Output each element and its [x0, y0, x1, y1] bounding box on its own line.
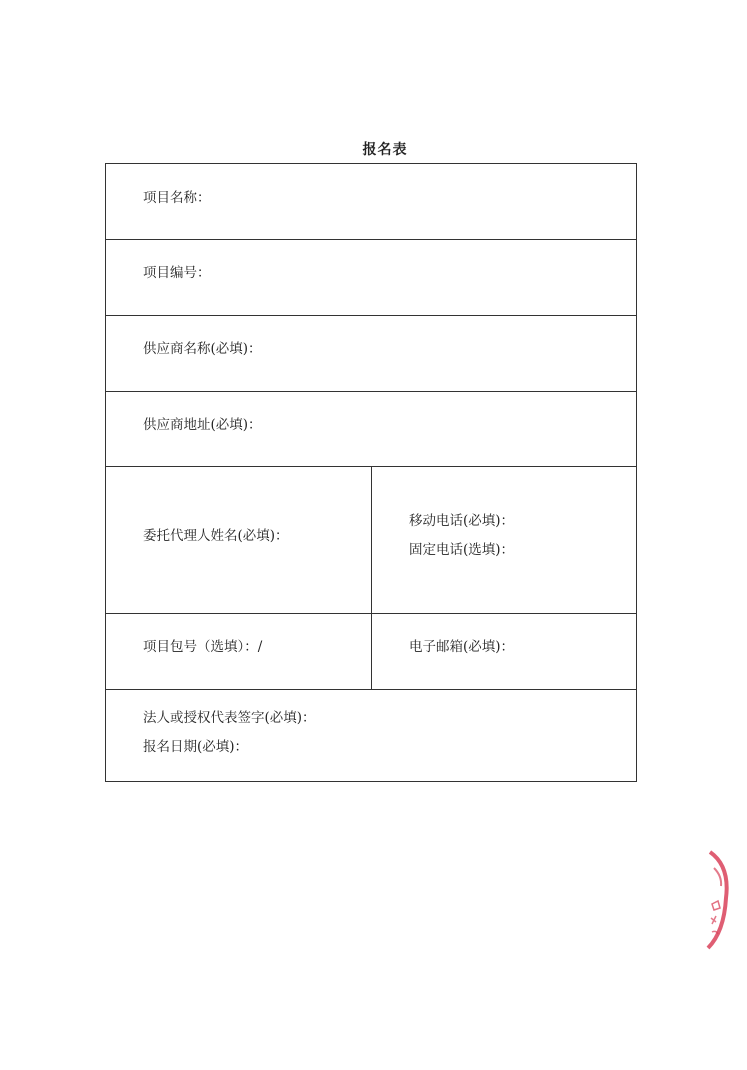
email-label: 电子邮箱(必填)： — [409, 639, 515, 655]
row-divider — [106, 689, 636, 690]
registration-date-label: 报名日期(必填)： — [143, 739, 249, 755]
supplier-address-label: 供应商地址(必填)： — [143, 417, 262, 433]
seal-stamp-icon — [700, 846, 747, 952]
registration-form-table — [105, 163, 637, 782]
supplier-name-label: 供应商名称(必填)： — [143, 341, 262, 357]
column-divider — [371, 466, 372, 689]
page-title: 报名表 — [362, 142, 408, 158]
project-number-label: 项目编号： — [143, 265, 211, 281]
agent-name-label: 委托代理人姓名(必填)： — [143, 528, 289, 544]
row-divider — [106, 239, 636, 240]
landline-phone-label: 固定电话(选填)： — [409, 542, 515, 558]
row-divider — [106, 391, 636, 392]
row-divider — [106, 315, 636, 316]
mobile-phone-label: 移动电话(必填)： — [409, 513, 515, 529]
lot-number-label: 项目包号（选填）：/ — [143, 639, 263, 655]
signature-label: 法人或授权代表签字(必填)： — [143, 710, 316, 726]
project-name-label: 项目名称： — [143, 190, 211, 206]
